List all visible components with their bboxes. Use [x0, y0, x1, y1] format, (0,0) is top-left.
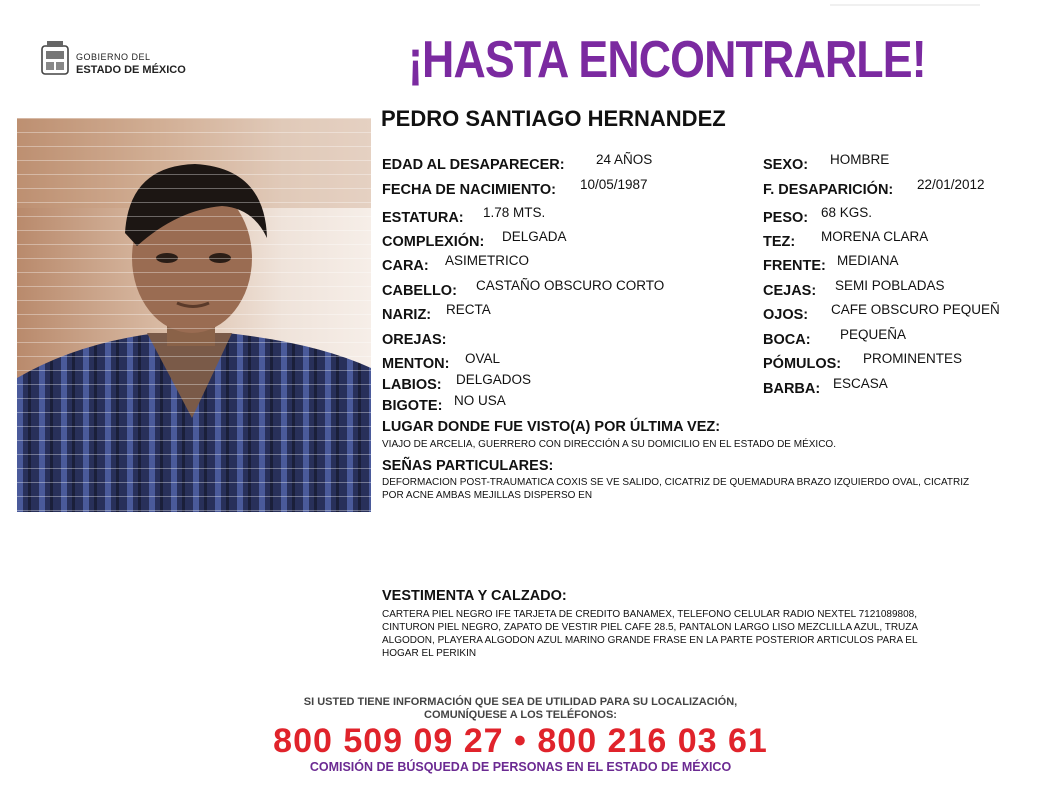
- field-value: RECTA: [446, 302, 491, 317]
- field-label: FECHA DE NACIMIENTO:: [382, 182, 556, 198]
- field-edad: [382, 152, 653, 173]
- logo-line-1: GOBIERNO DEL: [76, 52, 151, 62]
- field-label: BARBA:: [763, 381, 821, 397]
- field-label: CARA:: [382, 258, 429, 274]
- field-value: NO USA: [454, 393, 506, 408]
- field-label: PÓMULOS:: [763, 356, 842, 372]
- field-label: OJOS:: [763, 307, 809, 323]
- clothing-line-4: HOGAR EL PERIKIN: [382, 648, 477, 659]
- field-label: PESO:: [763, 210, 809, 226]
- field-label: SEXO:: [763, 157, 809, 173]
- field-cara: [382, 253, 530, 274]
- field-label: FRENTE:: [763, 258, 826, 274]
- field-label: BIGOTE:: [382, 398, 443, 414]
- clothing-line-3: ALGODON, PLAYERA ALGODON AZUL MARINO GRANDE FRASE EN LA PARTE POSTERIOR ARTICULOS PARA EL: [382, 635, 918, 646]
- field-label: MENTON:: [382, 356, 450, 372]
- field-value: SEMI POBLADAS: [835, 278, 945, 293]
- field-estatura: [382, 205, 546, 226]
- last-seen-title: LUGAR DONDE FUE VISTO(A) POR ÚLTIMA VEZ:: [382, 419, 721, 435]
- field-nariz: [382, 302, 491, 323]
- field-pomulos: [763, 351, 963, 372]
- person-name: PEDRO SANTIAGO HERNANDEZ: [381, 106, 726, 131]
- field-value: 10/05/1987: [580, 177, 648, 192]
- field-label: COMPLEXIÓN:: [382, 234, 485, 250]
- field-label: CEJAS:: [763, 283, 817, 299]
- person-photo: [17, 118, 371, 512]
- field-label: LABIOS:: [382, 377, 442, 393]
- field-desaparicion: [763, 177, 985, 198]
- field-orejas: [382, 332, 446, 348]
- field-cejas: [763, 278, 945, 299]
- government-logo: [40, 40, 200, 80]
- field-value: HOMBRE: [830, 152, 890, 167]
- field-value: ASIMETRICO: [445, 253, 530, 268]
- field-label: CABELLO:: [382, 283, 457, 299]
- field-boca: [763, 327, 907, 348]
- portrait-image: [17, 118, 371, 512]
- field-value: ESCASA: [833, 376, 888, 391]
- field-value: 1.78 MTS.: [483, 205, 546, 220]
- field-label: OREJAS:: [382, 332, 447, 348]
- field-value: MORENA CLARA: [821, 229, 929, 244]
- field-value: PEQUEÑA: [840, 327, 907, 342]
- field-value: 22/01/2012: [917, 177, 985, 192]
- field-value: PROMINENTES: [863, 351, 963, 366]
- features-line-1: DEFORMACION POST-TRAUMATICA COXIS SE VE SALIDO, CICATRIZ DE QUEMADURA BRAZO IZQUIERDO OVAL, CICATRIZ: [382, 477, 970, 488]
- field-cabello: [382, 278, 665, 299]
- field-value: CASTAÑO OBSCURO CORTO: [476, 278, 665, 293]
- field-menton: [382, 351, 501, 372]
- field-value: 68 KGS.: [821, 205, 873, 220]
- field-value: DELGADOS: [456, 372, 532, 387]
- field-value: DELGADA: [502, 229, 567, 244]
- contact-info: [0, 696, 1041, 722]
- contact-info-line-1: SI USTED TIENE INFORMACIÓN QUE SEA DE UTILIDAD PARA SU LOCALIZACIÓN,: [303, 696, 738, 708]
- features-line-2: POR ACNE AMBAS MEJILLAS DISPERSO EN: [382, 490, 593, 501]
- field-label: ESTATURA:: [382, 210, 464, 226]
- logo-line-2: ESTADO DE MÉXICO: [76, 64, 186, 76]
- state-shield-icon: [40, 40, 70, 78]
- field-value: MEDIANA: [837, 253, 899, 268]
- headline: ¡HASTA ENCONTRARLE!: [408, 31, 926, 89]
- clothing-line-2: CINTURON PIEL NEGRO, ZAPATO DE VESTIR PIEL CAFE 28.5, PANTALON LARGO LISO MEZCLILLA AZUL, TRUZA: [382, 622, 919, 633]
- field-frente: [763, 253, 899, 274]
- clothing-line-1: CARTERA PIEL NEGRO IFE TARJETA DE CREDITO BANAMEX, TELEFONO CELULAR RADIO NEXTEL 7121089808,: [382, 609, 917, 620]
- field-label: NARIZ:: [382, 307, 432, 323]
- field-label: BOCA:: [763, 332, 811, 348]
- contact-info-line-2: COMUNÍQUESE A LOS TELÉFONOS:: [424, 709, 617, 721]
- commission-name: COMISIÓN DE BÚSQUEDA DE PERSONAS EN EL ESTADO DE MÉXICO: [309, 760, 732, 774]
- field-bigote: [382, 393, 506, 414]
- field-labios: [382, 372, 532, 393]
- clothing-title: VESTIMENTA Y CALZADO:: [382, 588, 567, 604]
- field-tez: [763, 229, 929, 250]
- field-label: F. DESAPARICIÓN:: [763, 182, 894, 198]
- field-value: CAFE OBSCURO PEQUEÑ: [831, 302, 1000, 317]
- field-sexo: [763, 152, 890, 173]
- field-nacimiento: [382, 177, 648, 198]
- top-divider: [830, 4, 980, 6]
- field-label: TEZ:: [763, 234, 796, 250]
- field-value: OVAL: [465, 351, 501, 366]
- field-value: 24 AÑOS: [596, 152, 653, 167]
- field-label: EDAD AL DESAPARECER:: [382, 157, 565, 173]
- features-title: SEÑAS PARTICULARES:: [382, 458, 554, 474]
- field-barba: [763, 376, 888, 397]
- field-peso: [763, 205, 873, 226]
- phone-numbers: 800 509 09 27 • 800 216 03 61: [273, 722, 768, 760]
- last-seen-text: VIAJO DE ARCELIA, GUERRERO CON DIRECCIÓN A SU DOMICILIO EN EL ESTADO DE MÉXICO.: [382, 439, 836, 450]
- field-complexion: [382, 229, 567, 250]
- field-ojos: [763, 302, 1000, 323]
